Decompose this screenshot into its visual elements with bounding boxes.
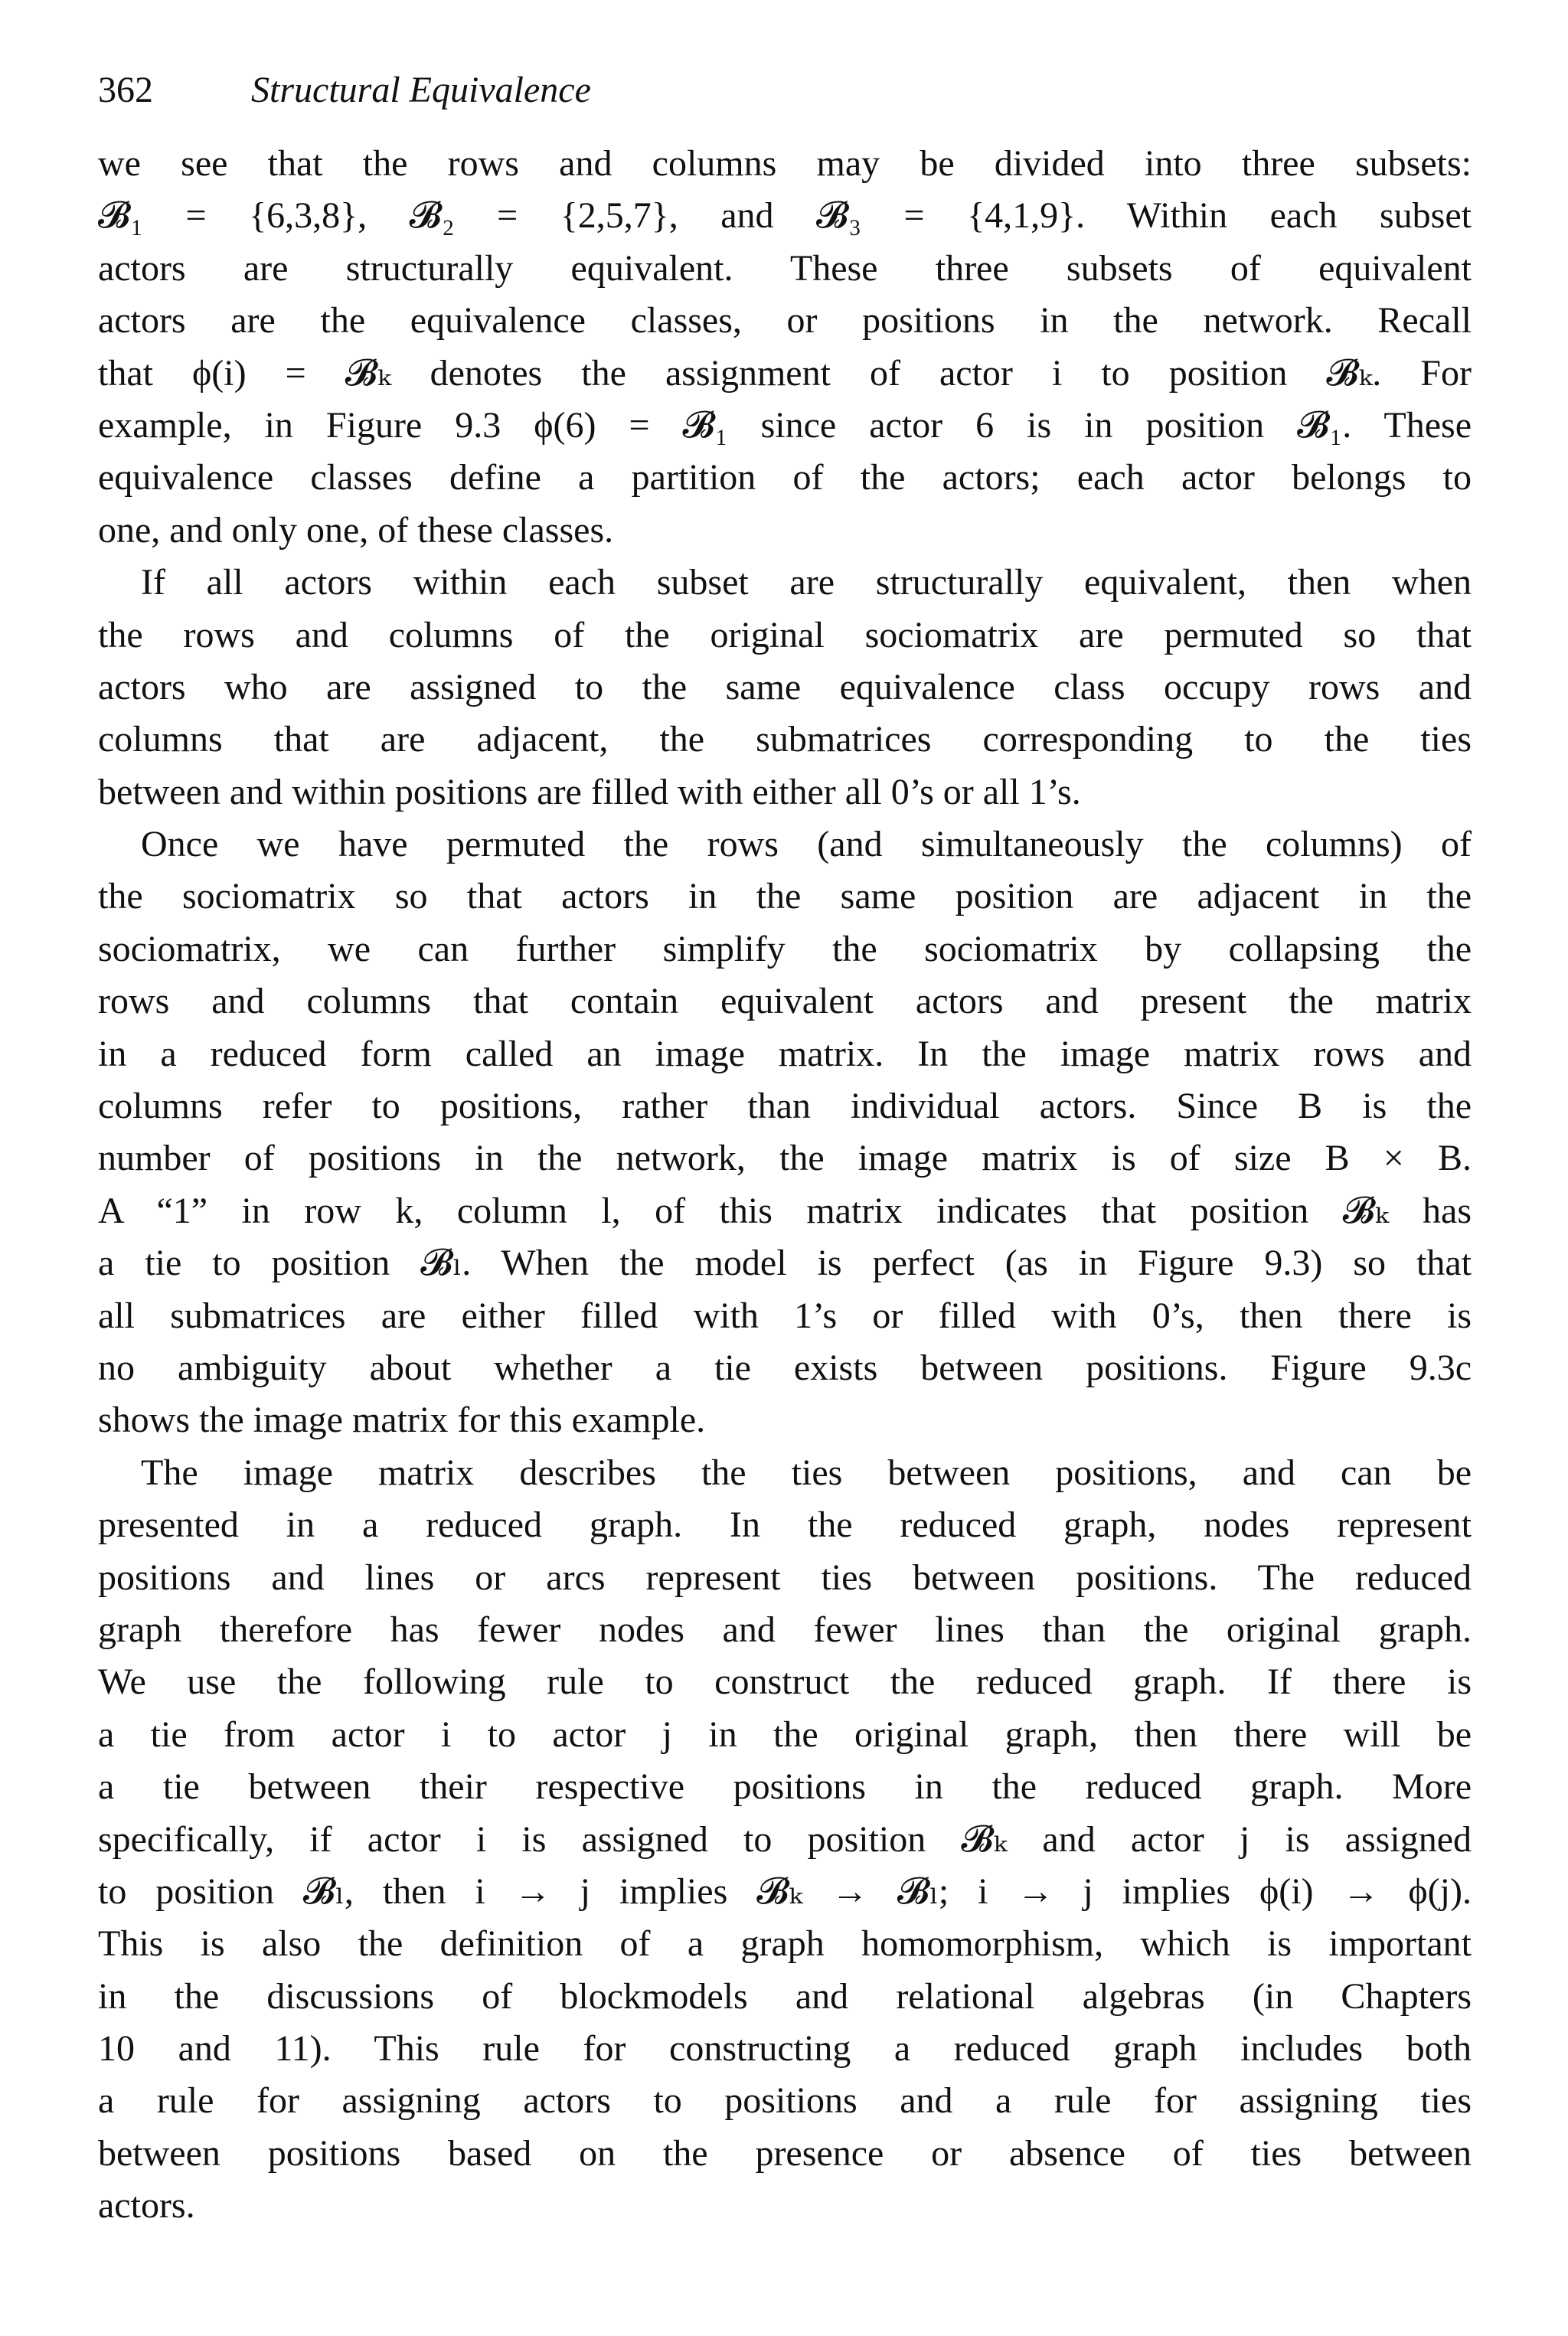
text-line: between and within positions are filled with either all 0’s or all 1’s.: [98, 771, 1081, 812]
text-line: to position 𝓑ₗ, then i → j implies 𝓑ₖ → 𝓑ₗ; i → j implies ϕ(i) → ϕ(j).: [98, 1870, 1472, 1912]
text-line: a tie from actor i to actor j in the original graph, then there will be: [98, 1714, 1472, 1755]
running-title: Structural Equivalence: [251, 70, 591, 110]
text-line: between positions based on the presence or absence of ties between: [98, 2132, 1472, 2174]
text-line: all submatrices are either filled with 1’s or filled with 0’s, then there is: [98, 1295, 1472, 1336]
text-line: one, and only one, of these classes.: [98, 509, 614, 551]
text-line: actors.: [98, 2185, 195, 2227]
text-line: columns refer to positions, rather than individual actors. Since B is the: [98, 1086, 1472, 1127]
text-line: a rule for assigning actors to positions and a rule for assigning ties: [98, 2080, 1472, 2122]
body-text: [98, 138, 1472, 2233]
text-line: the sociomatrix so that actors in the same position are adjacent in the: [98, 876, 1472, 917]
text-line: sociomatrix, we can further simplify the sociomatrix by collapsing the: [98, 928, 1472, 969]
text-line: the rows and columns of the original sociomatrix are permuted so that: [98, 614, 1472, 655]
text-line: We use the following rule to construct the reduced graph. If there is: [98, 1661, 1472, 1703]
text-line: actors are structurally equivalent. These three subsets of equivalent: [98, 247, 1472, 289]
text-line: actors are the equivalence classes, or positions in the network. Recall: [98, 300, 1472, 341]
text-line: 𝓑₁ = {6,3,8}, 𝓑₂ = {2,5,7}, and 𝓑₃ = {4,1,9}. Within each subset: [98, 195, 1472, 237]
text-line: shows the image matrix for this example.: [98, 1400, 706, 1441]
page-number: 362: [98, 70, 153, 110]
text-line: A “1” in row k, column l, of this matrix indicates that position 𝓑ₖ has: [98, 1190, 1472, 1231]
text-line: rows and columns that contain equivalent actors and present the matrix: [98, 981, 1472, 1022]
text-line: that ϕ(i) = 𝓑ₖ denotes the assignment of actor i to position 𝓑ₖ. For: [98, 352, 1472, 394]
text-line: in a reduced form called an image matrix. In the image matrix rows and: [98, 1033, 1472, 1074]
text-line: columns that are adjacent, the submatrices corresponding to the ties: [98, 719, 1472, 760]
text-line: The image matrix describes the ties between positions, and can be: [141, 1452, 1472, 1493]
text-line: Once we have permuted the rows (and simultaneously the columns) of: [141, 824, 1472, 865]
text-line: number of positions in the network, the image matrix is of size B × B.: [98, 1138, 1472, 1179]
text-line: no ambiguity about whether a tie exists between positions. Figure 9.3c: [98, 1347, 1472, 1388]
text-line: positions and lines or arcs represent ties between positions. The reduced: [98, 1557, 1472, 1598]
text-line: in the discussions of blockmodels and relational algebras (in Chapters: [98, 1975, 1472, 2017]
text-line: equivalence classes define a partition of the actors; each actor belongs to: [98, 457, 1472, 498]
running-head: [98, 67, 591, 113]
text-line: If all actors within each subset are structurally equivalent, then when: [141, 562, 1472, 603]
text-line: example, in Figure 9.3 ϕ(6) = 𝓑₁ since actor 6 is in position 𝓑₁. These: [98, 404, 1472, 446]
text-line: 10 and 11). This rule for constructing a reduced graph includes both: [98, 2028, 1472, 2070]
text-line: we see that the rows and columns may be divided into three subsets:: [98, 143, 1472, 184]
text-line: graph therefore has fewer nodes and fewer lines than the original graph.: [98, 1609, 1472, 1650]
text-line: presented in a reduced graph. In the reduced graph, nodes represent: [98, 1505, 1472, 1546]
text-line: a tie between their respective positions in the reduced graph. More: [98, 1766, 1472, 1808]
text-line: specifically, if actor i is assigned to position 𝓑ₖ and actor j is assigned: [98, 1818, 1472, 1860]
text-line: a tie to position 𝓑ₗ. When the model is perfect (as in Figure 9.3) so that: [98, 1243, 1472, 1284]
text-line: actors who are assigned to the same equivalence class occupy rows and: [98, 666, 1472, 707]
text-line: This is also the definition of a graph homomorphism, which is important: [98, 1923, 1472, 1965]
